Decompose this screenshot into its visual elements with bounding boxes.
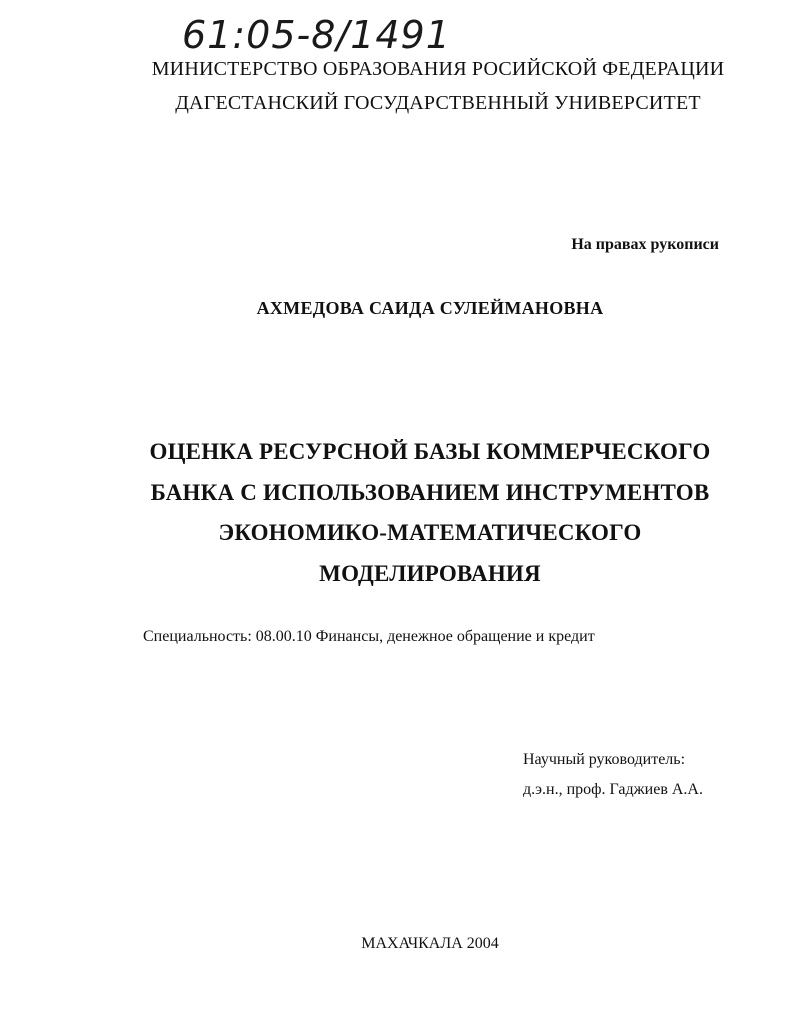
city-year: МАХАЧКАЛА 2004 xyxy=(361,935,499,952)
university-heading: ДАГЕСТАНСКИЙ ГОСУДАРСТВЕННЫЙ УНИВЕРСИТЕТ xyxy=(175,92,701,114)
specialty-line: Специальность: 08.00.10 Финансы, денежное обращение и кредит xyxy=(143,628,595,645)
handwritten-code-text: 61:05-8/1491 xyxy=(182,13,451,57)
title-line-4: МОДЕЛИРОВАНИЯ xyxy=(319,560,541,586)
author-name: АХМЕДОВА САИДА СУЛЕЙМАНОВНА xyxy=(256,298,604,318)
handwritten-code-graphic xyxy=(178,2,478,64)
advisor-label: Научный руководитель: xyxy=(523,751,686,768)
dissertation-title xyxy=(0,432,796,594)
title-line-3: ЭКОНОМИКО-МАТЕМАТИЧЕСКОГО xyxy=(218,520,642,545)
rights-note: На правах рукописи xyxy=(571,236,719,253)
title-line-1: ОЦЕНКА РЕСУРСНОЙ БАЗЫ КОММЕРЧЕСКОГО xyxy=(149,439,711,464)
handwritten-archive-code xyxy=(178,2,478,64)
ministry-heading: МИНИСТЕРСТВО ОБРАЗОВАНИЯ РОСИЙСКОЙ ФЕДЕРАЦИИ xyxy=(151,58,725,80)
advisor-name: д.э.н., проф. Гаджиев А.А. xyxy=(523,781,703,798)
title-line-2: БАНКА С ИСПОЛЬЗОВАНИЕМ ИНСТРУМЕНТОВ xyxy=(150,479,710,505)
